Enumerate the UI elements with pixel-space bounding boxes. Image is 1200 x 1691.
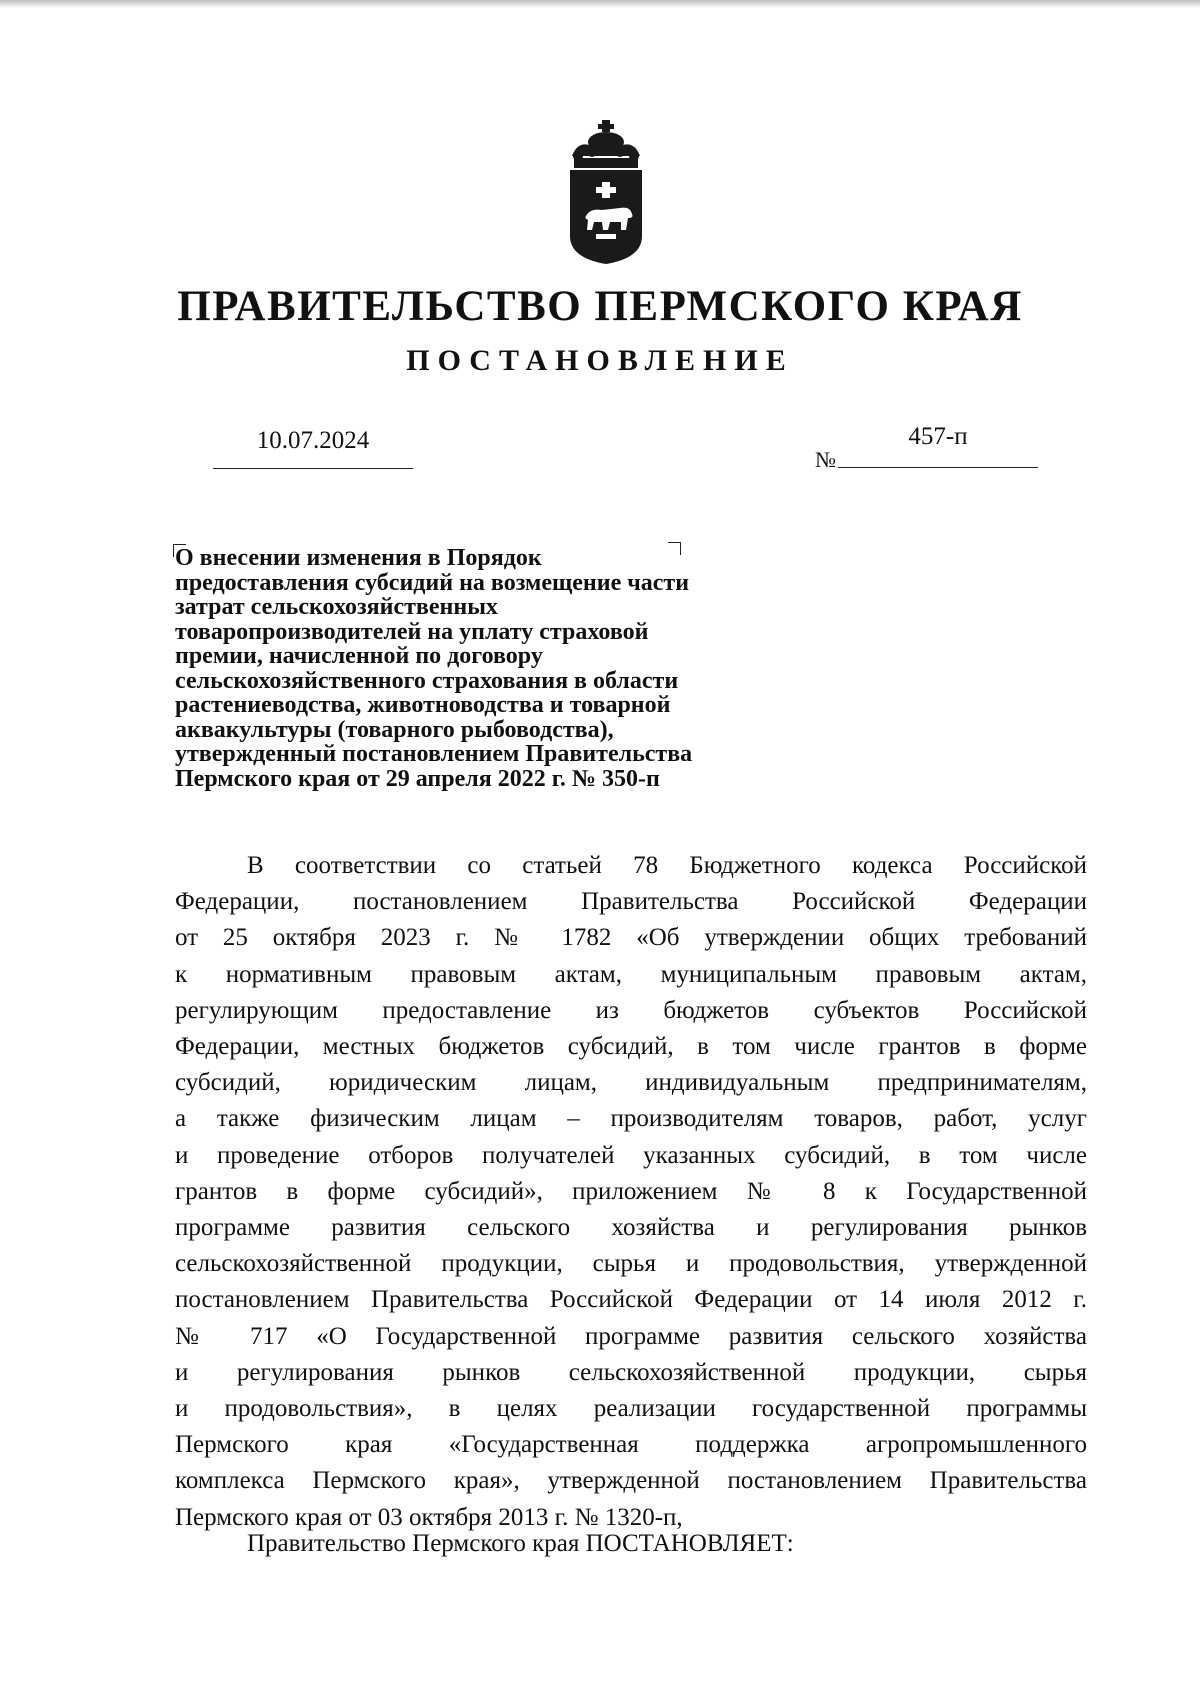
body-line: и проведение отборов получателей указанных субсидий, в том числе [175, 1141, 1087, 1169]
subject-line: Пермского края от 29 апреля 2022 г. № 350-п [175, 765, 660, 792]
body-line: а также физическим лицам – производителям товаров, работ, услуг [175, 1105, 1087, 1133]
scan-edge-shadow [0, 0, 1200, 8]
subject-line: растениеводства, животноводства и товарной [175, 692, 671, 718]
body-line: от 25 октября 2023 г. № 1782 «Об утверждении общих требований [175, 924, 1087, 952]
body-line: В соответствии со статьей 78 Бюджетного кодекса Российской [247, 852, 1087, 879]
subject-line: сельскохозяйственного страхования в области [175, 667, 679, 694]
body-line: и продовольствия», в целях реализации государственной программы [175, 1395, 1087, 1423]
body-line: Пермского края от 03 октября 2013 г. № 1320-п, [175, 1503, 683, 1531]
body-line: комплекса Пермского края», утвержденной постановлением Правительства [175, 1467, 1087, 1495]
document-type: ПОСТАНОВЛЕНИЕ [406, 344, 794, 377]
body-line: регулирующим предоставление из бюджетов субъектов Российской [175, 996, 1087, 1024]
subject-line: премии, начисленной по договору [175, 643, 543, 669]
document-date: 10.07.2024 [256, 427, 370, 454]
subject-line: товаропроизводителей на уплату страховой [175, 618, 649, 645]
body-line: программе развития сельского хозяйства и регулирования рынков [175, 1214, 1087, 1242]
body-line: грантов в форме субсидий», приложением № 8 к Государственной [175, 1177, 1087, 1205]
body-line: Федерации, местных бюджетов субсидий, в том числе грантов в форме [175, 1033, 1087, 1061]
subject-line: утвержденный постановлением Правительства [175, 741, 693, 767]
enacting-clause: Правительство Пермского края ПОСТАНОВЛЯЕТ: [247, 1530, 794, 1557]
body-line: № 717 «О Государственной программе развития сельского хозяйства [175, 1322, 1087, 1350]
number-underline [838, 467, 1038, 468]
subject-line: затрат сельскохозяйственных [175, 594, 498, 620]
body-line: и регулирования рынков сельскохозяйственной продукции, сырья [175, 1358, 1087, 1386]
subject-line: предоставления субсидий на возмещение части [175, 569, 690, 596]
body-line: постановлением Правительства Российской Федерации от 14 июля 2012 г. [175, 1286, 1087, 1314]
perm-krai-coat-of-arms-icon [558, 118, 654, 268]
subject-line: аквакультуры (товарного рыбоводства), [175, 716, 614, 743]
body-line: субсидий, юридическим лицам, индивидуальным предпринимателям, [175, 1069, 1087, 1097]
body-line: сельскохозяйственной продукции, сырья и продовольствия, утвержденной [175, 1250, 1087, 1278]
document-number: 457-п [908, 423, 968, 450]
preamble-paragraph [175, 848, 1087, 1536]
body-line: к нормативным правовым актам, муниципальным правовым актам, [175, 960, 1087, 988]
body-line: Федерации, постановлением Правительства Российской Федерации [175, 888, 1087, 916]
subject-line: О внесении изменения в Порядок [175, 545, 542, 571]
date-underline [213, 468, 413, 469]
number-sign: № [815, 447, 836, 472]
body-line: Пермского края «Государственная поддержка агропромышленного [175, 1431, 1087, 1459]
document-subject [175, 546, 815, 791]
authority-title: ПРАВИТЕЛЬСТВО ПЕРМСКОГО КРАЯ [177, 283, 1023, 330]
